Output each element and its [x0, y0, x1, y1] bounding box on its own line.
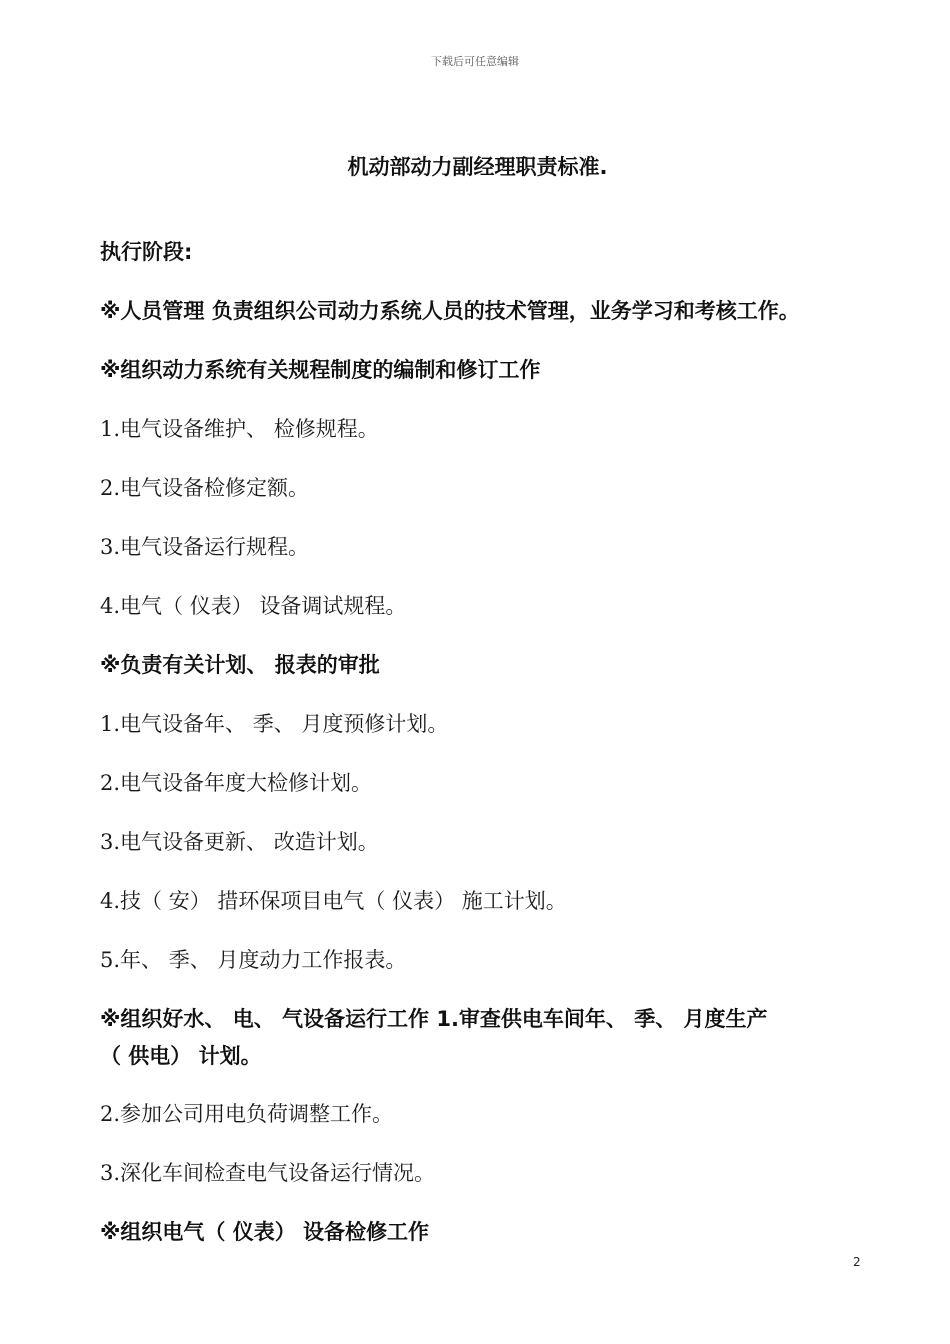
list-item: [100, 708, 880, 738]
section-operation-heading: ※组织好水、 电、 气设备运行工作 1.审查供电车间年、 季、 月度生产: [100, 1007, 768, 1031]
list-item-number: 1.: [100, 417, 121, 441]
list-item-number: 3.: [100, 535, 121, 559]
section-personnel: ※人员管理 负责组织公司动力系统人员的技术管理，业务学习和考核工作。: [100, 299, 800, 323]
list-item-text: 电气设备维护、 检修规程。: [120, 417, 379, 441]
list-item-text: 电气设备年度大检修计划。: [120, 771, 373, 795]
list-item: [100, 590, 880, 620]
section-operation-heading-cont: （ 供电） 计划。: [100, 1044, 262, 1068]
section-plans-heading: ※负责有关计划、 报表的审批: [100, 653, 380, 677]
list-item-number: 4.: [100, 889, 121, 913]
header-note: 下载后可任意编辑: [431, 55, 519, 68]
list-item: [100, 767, 880, 797]
list-item-text: 电气设备更新、 改造计划。: [120, 830, 379, 854]
list-item-text: 参加公司用电负荷调整工作。: [120, 1102, 394, 1126]
list-item-text: 技（ 安） 措环保项目电气（ 仪表） 施工计划。: [120, 889, 567, 913]
list-item-text: 电气设备年、 季、 月度预修计划。: [120, 712, 449, 736]
list-item-number: 2.: [100, 1102, 121, 1126]
list-item: [100, 885, 880, 915]
list-item-text: 深化车间检查电气设备运行情况。: [120, 1161, 436, 1185]
list-item: [100, 1098, 880, 1128]
list-item-number: 4.: [100, 594, 121, 618]
section-rules-heading: ※组织动力系统有关规程制度的编制和修订工作: [100, 358, 541, 382]
list-item-number: 3.: [100, 830, 121, 854]
list-item-number: 2.: [100, 771, 121, 795]
stage-label: 执行阶段:: [100, 240, 193, 264]
list-item-text: 电气设备运行规程。: [120, 535, 310, 559]
list-item-number: 3.: [100, 1161, 121, 1185]
list-item: [100, 531, 880, 561]
list-item-text: 电气（ 仪表） 设备调试规程。: [120, 594, 407, 618]
list-item-number: 2.: [100, 476, 121, 500]
list-item-number: 5.: [100, 948, 121, 972]
list-item: [100, 826, 880, 856]
list-item: [100, 1157, 880, 1187]
list-item-number: 1.: [100, 712, 121, 736]
document-title: 机动部动力副经理职责标准.: [347, 155, 608, 179]
section-maintenance-heading: ※组织电气（ 仪表） 设备检修工作: [100, 1220, 430, 1244]
list-item: [100, 472, 880, 502]
page-number: 2: [853, 1255, 861, 1269]
list-item: [100, 413, 880, 443]
list-item: [100, 944, 880, 974]
list-item-text: 电气设备检修定额。: [120, 476, 310, 500]
list-item-text: 年、 季、 月度动力工作报表。: [120, 948, 407, 972]
